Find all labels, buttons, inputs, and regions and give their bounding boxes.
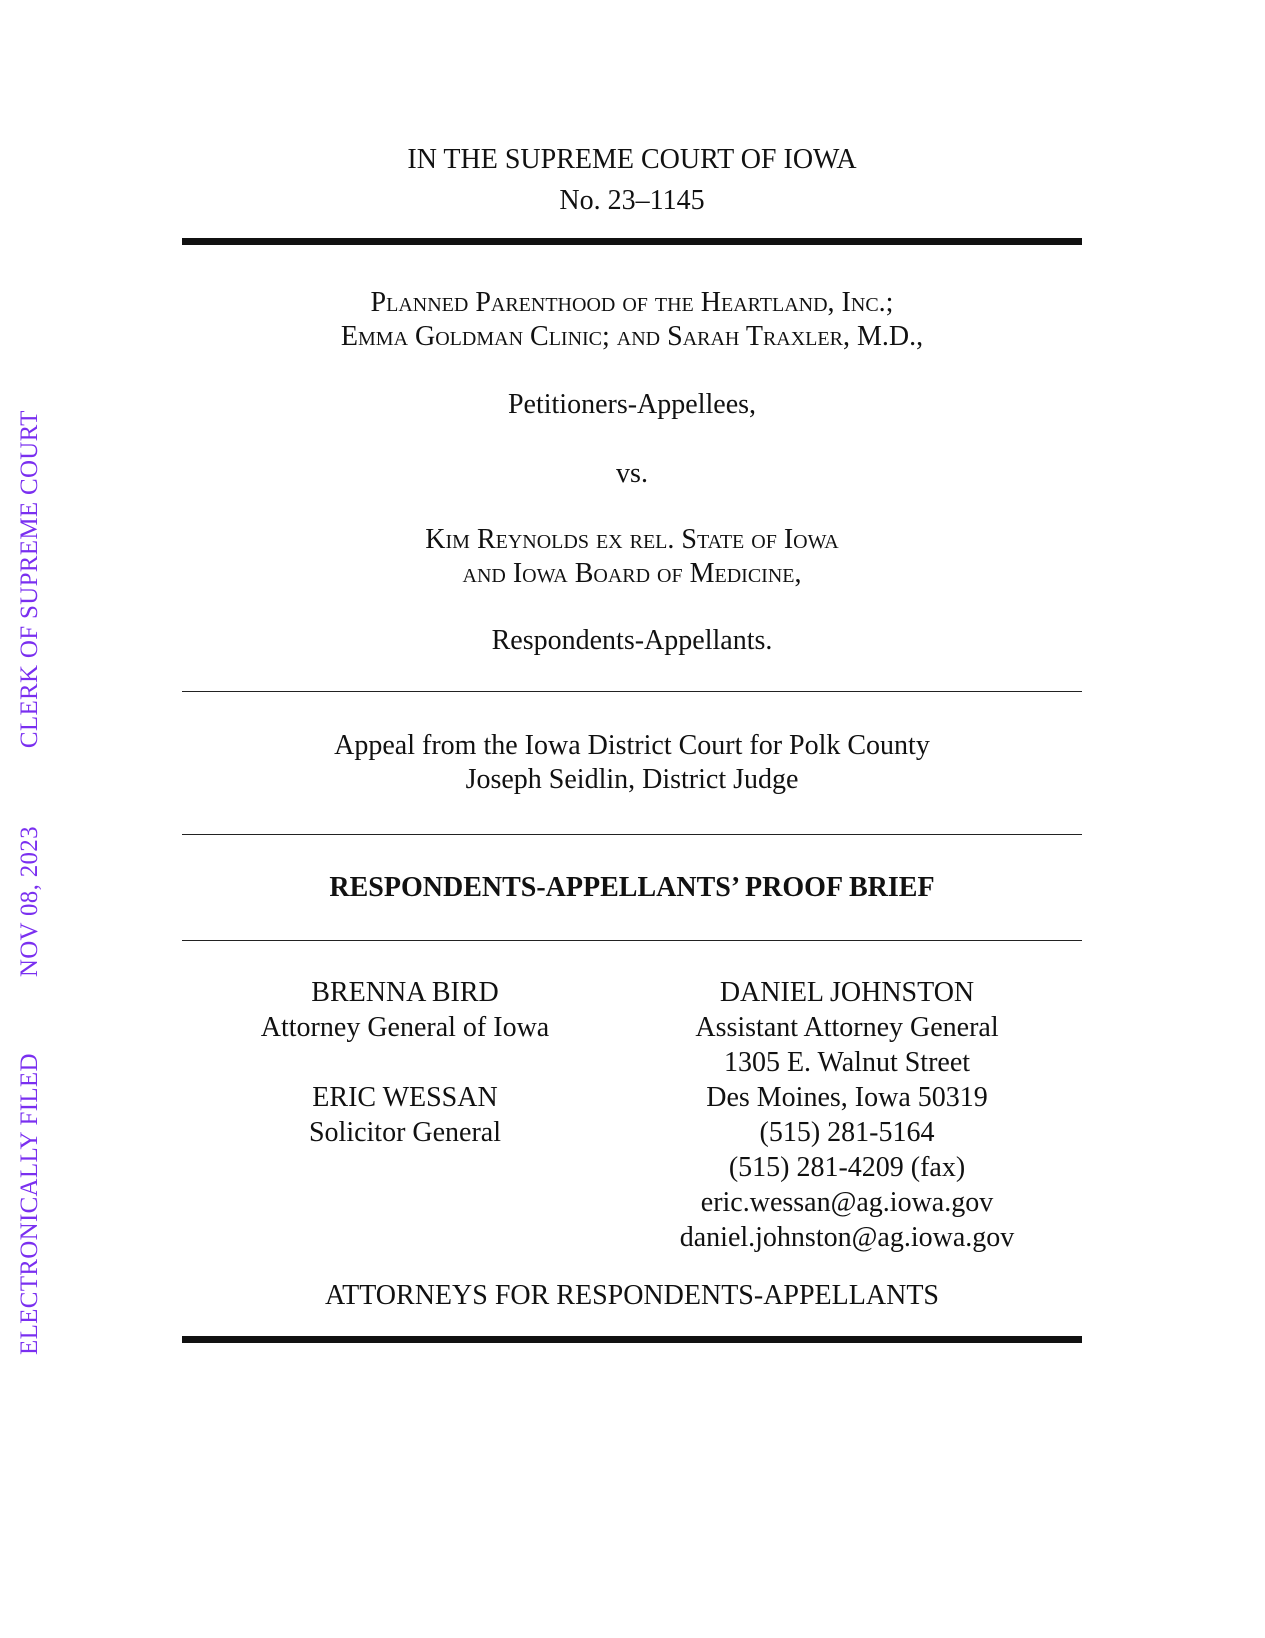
attorney-name: ERIC WESSAN xyxy=(312,1082,498,1113)
appeal-line-2: Joseph Seidlin, District Judge xyxy=(465,764,799,795)
stamp-date: NOV 08, 2023 xyxy=(16,826,43,978)
attorney-title: Solicitor General xyxy=(308,1117,502,1148)
petitioners-role: Petitioners-Appellees, xyxy=(507,389,757,420)
respondents-line-1: Kim Reynolds ex rel. State of Iowa xyxy=(425,524,839,555)
brief-title: RESPONDENTS-APPELLANTS’ PROOF BRIEF xyxy=(329,872,935,903)
versus: vs. xyxy=(616,458,648,489)
attorney-name: BRENNA BIRD xyxy=(311,977,499,1008)
attorneys-left-column xyxy=(195,975,615,1150)
respondents-line-2: and Iowa Board of Medicine, xyxy=(462,558,802,589)
filing-stamp xyxy=(10,345,50,1355)
attorney-title: Assistant Attorney General xyxy=(695,1012,999,1043)
bottom-divider xyxy=(182,1336,1082,1343)
attorney-title: Attorney General of Iowa xyxy=(260,1012,550,1043)
divider-2 xyxy=(182,834,1082,835)
petitioners-line-2: Emma Goldman Clinic; and Sarah Traxler, M.D., xyxy=(340,321,924,352)
phone-number: (515) 281-5164 xyxy=(759,1117,935,1148)
divider-3 xyxy=(182,940,1082,941)
case-number: No. 23–1145 xyxy=(559,185,705,216)
email-2: daniel.johnston@ag.iowa.gov xyxy=(679,1222,1015,1253)
top-divider xyxy=(182,238,1082,245)
court-heading: IN THE SUPREME COURT OF IOWA xyxy=(407,144,857,175)
appeal-line-1: Appeal from the Iowa District Court for Polk County xyxy=(334,730,930,761)
petitioners-line-1: Planned Parenthood of the Heartland, Inc.; xyxy=(370,287,894,318)
respondents-role: Respondents-Appellants. xyxy=(491,625,773,656)
city-state-zip: Des Moines, Iowa 50319 xyxy=(706,1082,988,1113)
email-1: eric.wessan@ag.iowa.gov xyxy=(700,1187,994,1218)
attorney-right-column xyxy=(637,975,1057,1255)
attorney-name: DANIEL JOHNSTON xyxy=(719,977,975,1008)
stamp-clerk: CLERK OF SUPREME COURT xyxy=(16,410,43,749)
stamp-filed: ELECTRONICALLY FILED xyxy=(16,1053,43,1355)
attorneys-footer: ATTORNEYS FOR RESPONDENTS-APPELLANTS xyxy=(324,1280,939,1311)
divider-1 xyxy=(182,691,1082,692)
fax-number: (515) 281-4209 (fax) xyxy=(728,1152,966,1183)
street-address: 1305 E. Walnut Street xyxy=(723,1047,971,1078)
